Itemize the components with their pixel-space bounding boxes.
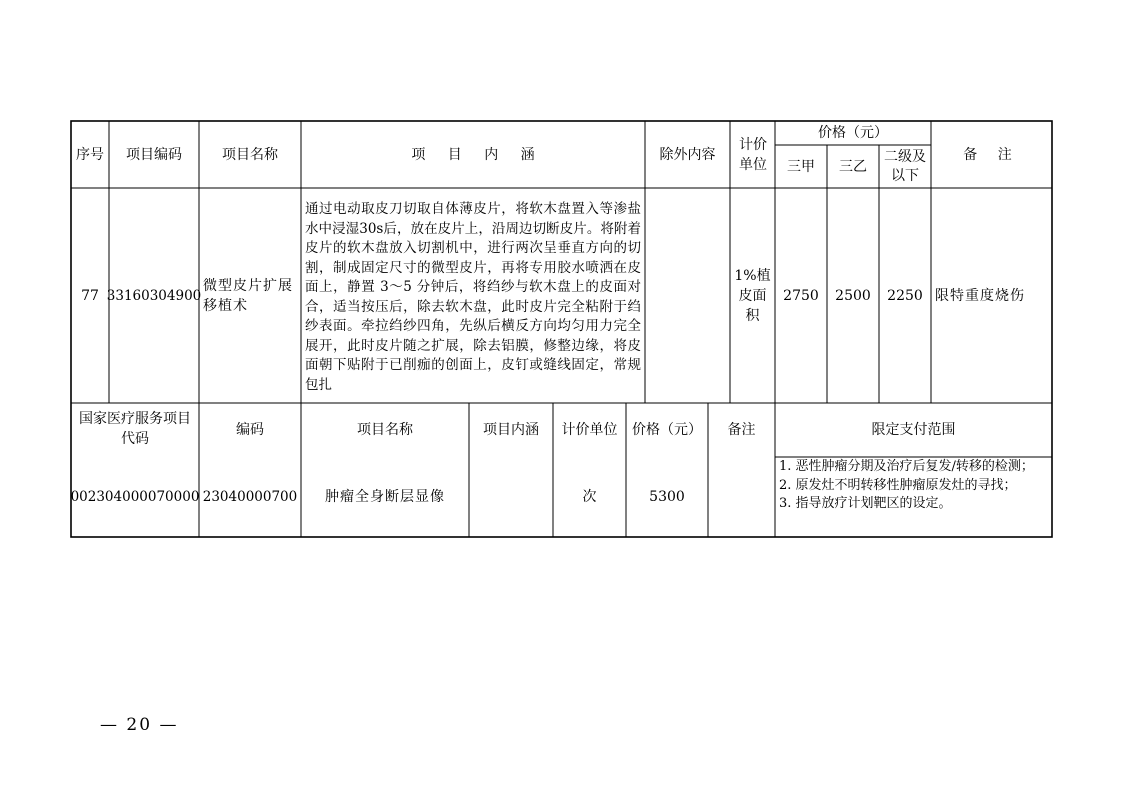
row2-remark [708, 457, 775, 537]
header2-content: 项目内涵 [483, 422, 539, 438]
header2-name: 项目名称 [357, 422, 413, 438]
row-price-c: 2250 [887, 287, 923, 304]
row2-national-code: 002304000070000 [70, 489, 200, 505]
header2-price: 价格（元） [632, 422, 702, 438]
row-price-a: 2750 [783, 287, 819, 304]
row-no: 77 [81, 287, 99, 304]
header-remark: 备 注 [963, 146, 1020, 163]
header-code: 项目编码 [126, 146, 182, 163]
header-content: 项 目 内 涵 [411, 146, 535, 163]
header-price-c: 二级及以下 [884, 148, 926, 184]
header-price-a: 三甲 [787, 158, 815, 175]
header-excluded: 除外内容 [659, 146, 716, 163]
row2-name: 肿瘤全身断层显像 [325, 489, 445, 505]
row-unit: 1%植皮面积 [734, 267, 771, 324]
row2-unit: 次 [582, 489, 597, 505]
header-unit: 计价单位 [739, 136, 767, 173]
scope-item: 3. 指导放疗计划靶区的设定。 [779, 496, 952, 511]
row-remark: 限特重度烧伤 [935, 287, 1025, 304]
row-code: 33160304900 [106, 287, 202, 304]
row2-price: 5300 [649, 489, 685, 505]
header-price-b: 三乙 [839, 158, 867, 175]
scope-item: 2. 原发灶不明转移性肿瘤原发灶的寻找； [779, 477, 1017, 493]
row-excluded [645, 188, 730, 403]
header-name: 项目名称 [222, 146, 278, 163]
scope-item: 1. 恶性肿瘤分期及治疗后复发/转移的检测； [779, 459, 1034, 474]
page-number: — 20 — [100, 715, 179, 735]
row2-scope [779, 458, 1049, 514]
header2-remark: 备注 [727, 422, 756, 438]
header2-code: 编码 [236, 422, 264, 438]
row-content: 通过电动取皮刀切取自体薄皮片，将软木盘置入等渗盐水中浸湿30s后，放在皮片上，沿周边切断皮片。将附着皮片的软木盘放入切割机中，进行两次呈垂直方向的切割，制成固定尺寸的微型皮片，再将专用胶水喷洒在皮面上，静置 3～5 分钟后，将绉纱与软木盘上的皮面对合，适当按压后，除去软木盘，此时皮片完全粘附于绉纱表面。牵拉绉纱四角，先纵后横反方向均匀用力完全展开，此时皮片随之扩展，除去铝膜，修整边缘，将皮面朝下贴附于已削痂的创面上，皮钉或缝线固定，常规包扎 [305, 201, 641, 393]
header-price-group: 价格（元） [818, 125, 888, 141]
header2-national-code: 国家医疗服务项目代码 [79, 411, 191, 447]
header2-scope: 限定支付范围 [871, 422, 956, 438]
header-no: 序号 [76, 146, 104, 163]
row2-code: 23040000700 [202, 489, 298, 505]
row-name: 微型皮片扩展移植术 [203, 277, 293, 314]
header2-unit: 计价单位 [561, 422, 618, 438]
row-price-b: 2500 [835, 287, 871, 304]
row2-content [469, 457, 553, 537]
